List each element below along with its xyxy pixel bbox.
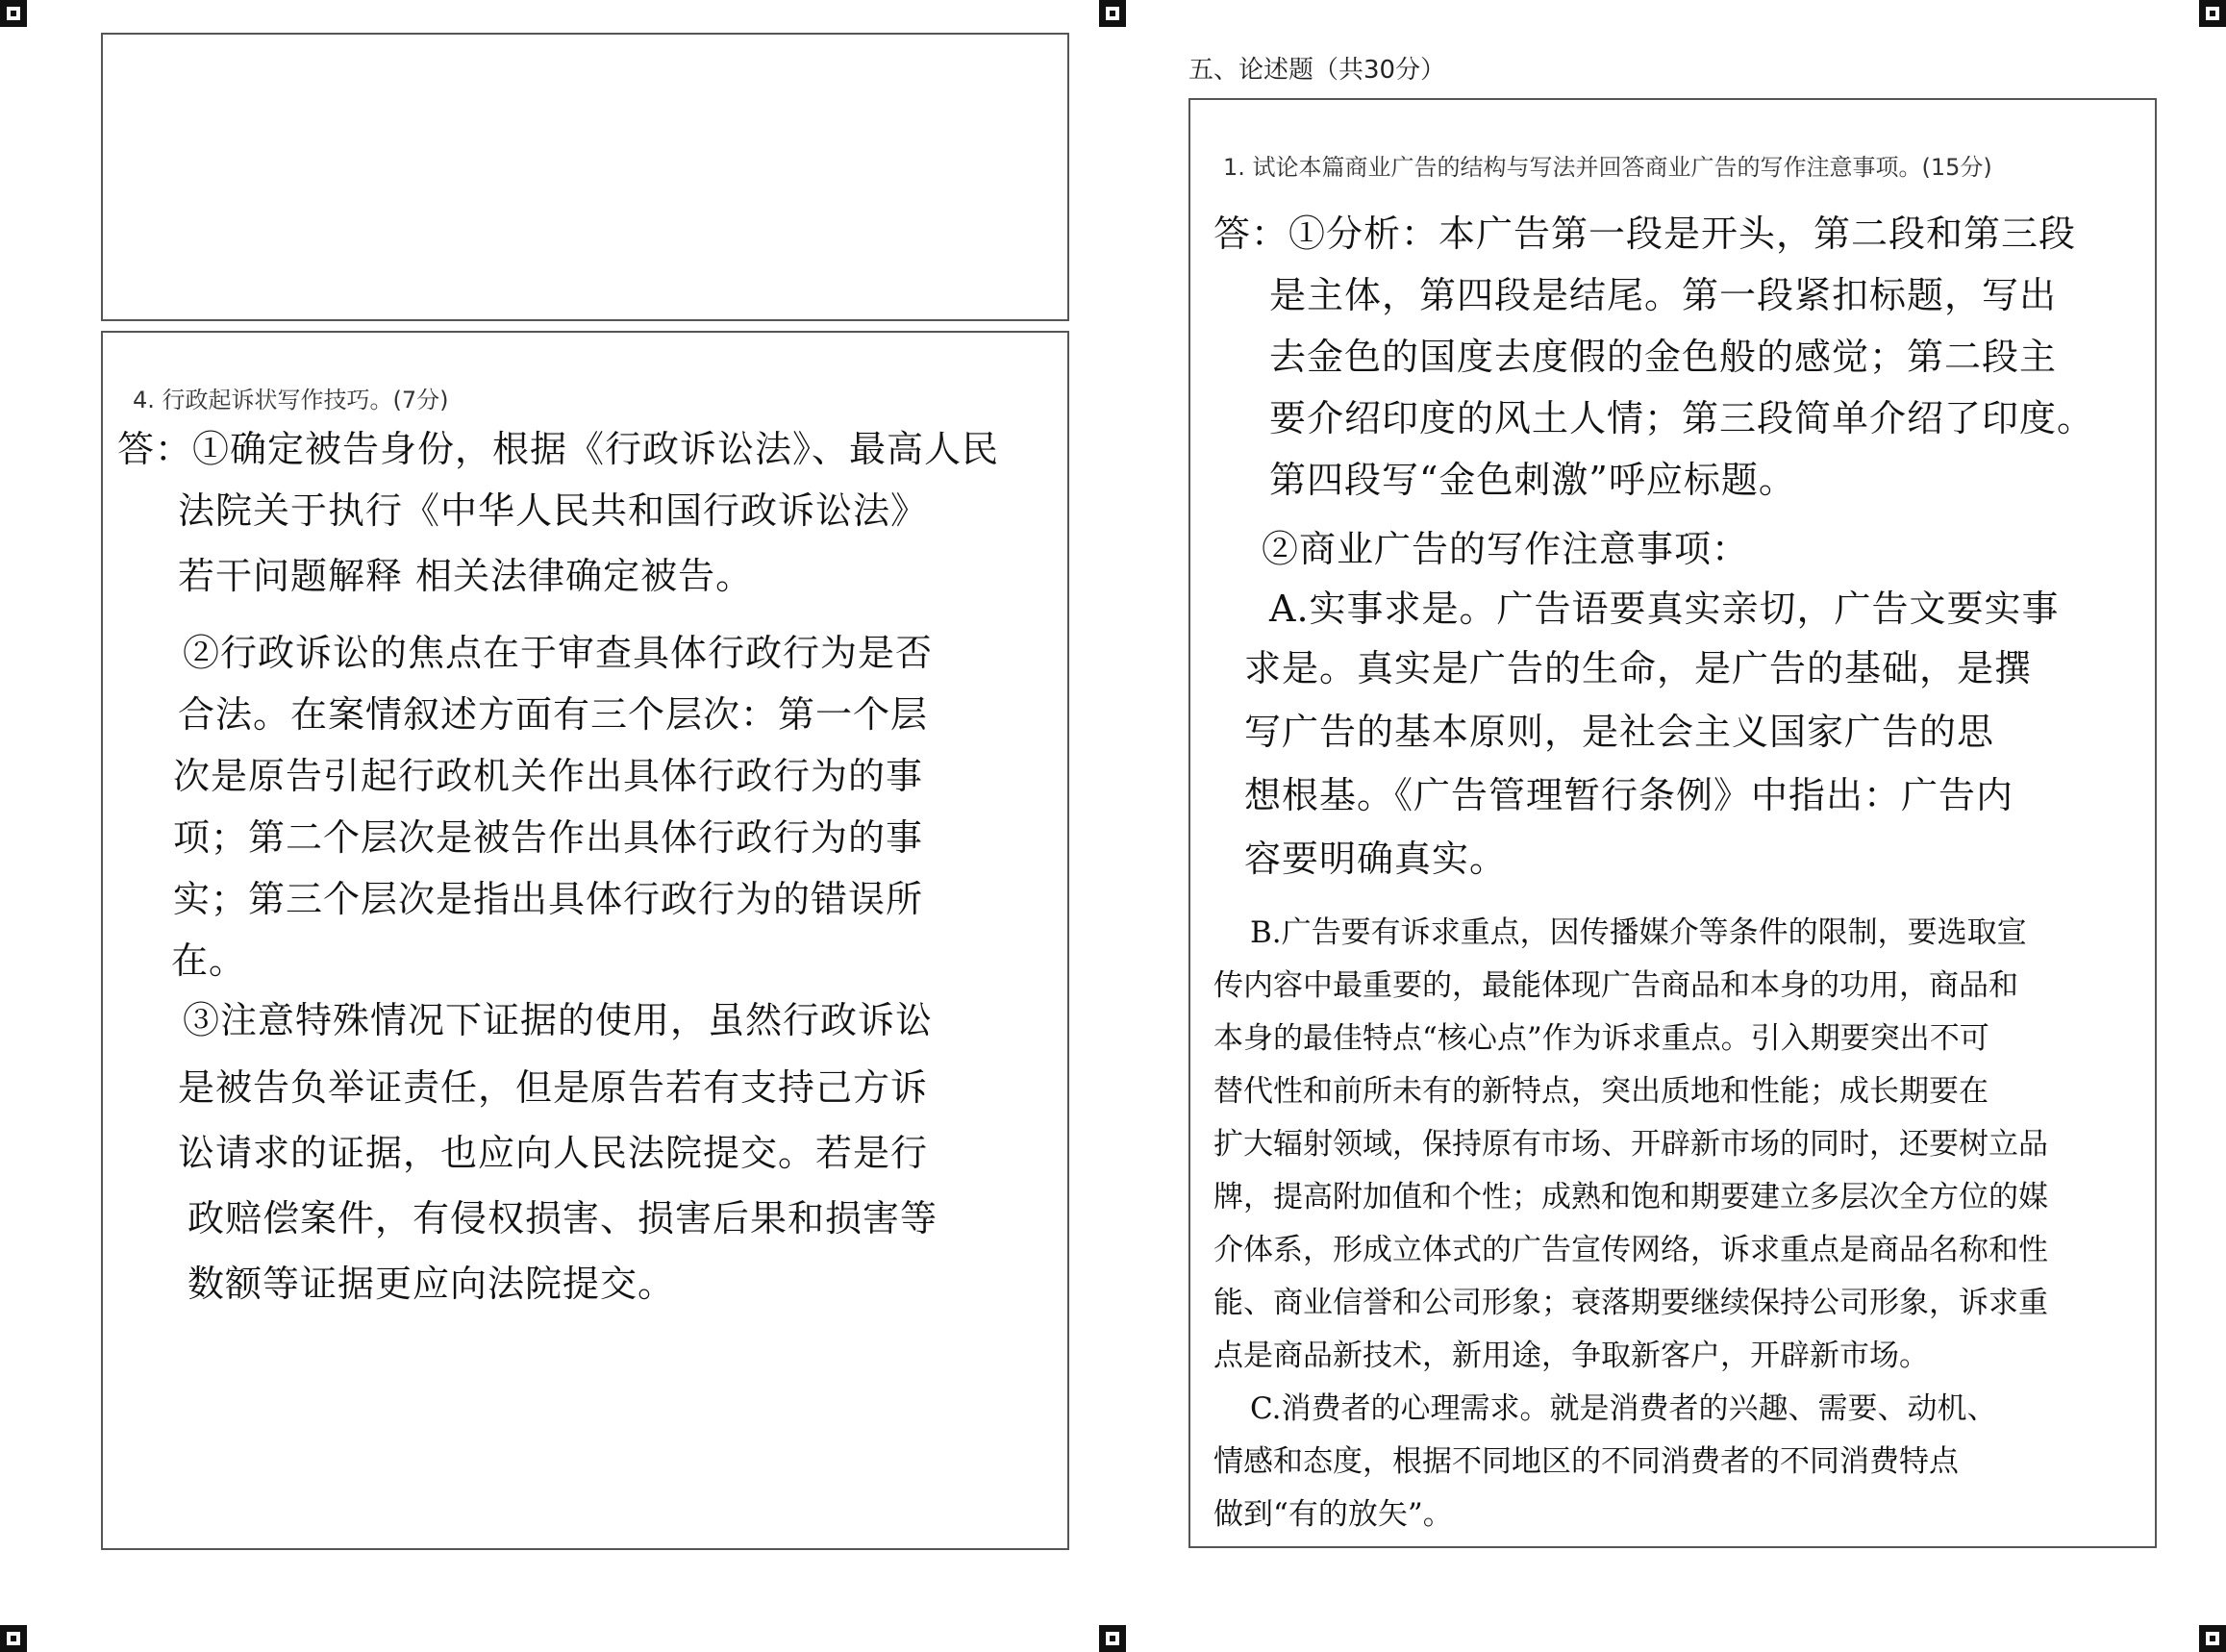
question-4-answer-line-12: 讼请求的证据，也应向人民法院提交。若是行 xyxy=(178,1132,929,1174)
essay-1-answer-line-8: 求是。真实是广告的生命，是广告的基础，是撰 xyxy=(1244,647,2033,689)
question-4-answer-line-9: 在。 xyxy=(171,939,247,982)
essay-1-answer-detail-line-12: 做到“有的放矢”。 xyxy=(1213,1497,1453,1532)
essay-1-answer-detail-line-5: 扩大辐射领域，保持原有市场、开辟新市场的同时，还要树立品 xyxy=(1213,1127,2048,1162)
question-4-answer-line-1: 答：①确定被告身份，根据《行政诉讼法》、最高人民 xyxy=(117,428,1000,470)
question-4-answer-line-4: ②行政诉讼的焦点在于审查具体行政行为是否 xyxy=(183,632,934,674)
essay-1-answer-line-6: ②商业广告的写作注意事项： xyxy=(1262,528,1750,570)
section-title: 五、论述题（共30分） xyxy=(1188,56,1446,85)
question-4-answer-line-3: 若干问题解释 相关法律确定被告。 xyxy=(178,555,754,597)
question-4-answer-line-10: ③注意特殊情况下证据的使用，虽然行政诉讼 xyxy=(183,999,934,1041)
empty-answer-box-top xyxy=(101,33,1069,321)
question-4-answer-line-13: 政赔偿案件，有侵权损害、损害后果和损害等 xyxy=(188,1197,938,1239)
essay-1-question-label: 1. 试论本篇商业广告的结构与写法并回答商业广告的写作注意事项。(15分) xyxy=(1223,154,1992,181)
question-4-answer-line-5: 合法。在案情叙述方面有三个层次：第一个层 xyxy=(178,693,929,736)
registration-marker-top-right xyxy=(2199,0,2226,27)
question-4-answer-line-6: 次是原告引起行政机关作出具体行政行为的事 xyxy=(173,755,924,797)
registration-marker-bottom-right xyxy=(2199,1625,2226,1652)
essay-1-answer-detail-line-2: 传内容中最重要的，最能体现广告商品和本身的功用，商品和 xyxy=(1213,968,2018,1003)
question-4-answer-line-2: 法院关于执行《中华人民共和国行政诉讼法》 xyxy=(178,489,929,532)
essay-1-answer-detail-line-8: 能、商业信誉和公司形象；衰落期要继续保持公司形象，诉求重 xyxy=(1213,1286,2048,1320)
essay-1-answer-line-3: 去金色的国度去度假的金色般的感觉；第二段主 xyxy=(1269,336,2058,378)
essay-1-answer-line-11: 容要明确真实。 xyxy=(1244,838,1508,880)
essay-1-answer-detail-line-7: 介体系，形成立体式的广告宣传网络，诉求重点是商品名称和性 xyxy=(1213,1233,2048,1267)
question-4-answer-line-11: 是被告负举证责任，但是原告若有支持己方诉 xyxy=(178,1066,929,1109)
essay-1-answer-detail-line-6: 牌，提高附加值和个性；成熟和饱和期要建立多层次全方位的媒 xyxy=(1213,1180,2048,1214)
essay-1-answer-line-10: 想根基。《广告管理暂行条例》中指出：广告内 xyxy=(1244,774,2014,816)
essay-1-answer-detail-line-4: 替代性和前所未有的新特点，突出质地和性能；成长期要在 xyxy=(1213,1074,1988,1109)
essay-1-answer-line-9: 写广告的基本原则，是社会主义国家广告的思 xyxy=(1244,711,1995,753)
essay-1-answer-detail-line-11: 情感和态度，根据不同地区的不同消费者的不同消费特点 xyxy=(1213,1444,1959,1479)
essay-1-answer-detail-line-1: B.广告要有诉求重点，因传播媒介等条件的限制，要选取宣 xyxy=(1250,915,2027,950)
essay-1-answer-detail-line-3: 本身的最佳特点“核心点”作为诉求重点。引入期要突出不可 xyxy=(1213,1021,1989,1056)
registration-marker-bottom-left xyxy=(0,1625,27,1652)
essay-1-answer-line-1: 答：①分析：本广告第一段是开头，第二段和第三段 xyxy=(1213,213,2077,255)
registration-marker-top-left xyxy=(0,0,27,27)
essay-1-answer-detail-line-10: C.消费者的心理需求。就是消费者的兴趣、需要、动机、 xyxy=(1250,1391,1997,1426)
essay-1-answer-line-5: 第四段写“金色刺激”呼应标题。 xyxy=(1269,459,1796,501)
registration-marker-bottom-center xyxy=(1099,1625,1126,1652)
registration-marker-top-center xyxy=(1099,0,1126,27)
essay-1-answer-line-4: 要介绍印度的风土人情；第三段简单介绍了印度。 xyxy=(1269,397,2095,439)
question-4-answer-line-7: 项；第二个层次是被告作出具体行政行为的事 xyxy=(173,816,924,859)
essay-1-answer-line-2: 是主体，第四段是结尾。第一段紧扣标题，写出 xyxy=(1269,274,2058,316)
question-4-label: 4. 行政起诉状写作技巧。(7分) xyxy=(133,387,449,413)
essay-1-answer-line-7: A.实事求是。广告语要真实亲切，广告文要实事 xyxy=(1269,588,2060,630)
question-4-answer-line-8: 实；第三个层次是指出具体行政行为的错误所 xyxy=(173,878,924,920)
question-4-answer-line-14: 数额等证据更应向法院提交。 xyxy=(188,1263,676,1305)
essay-1-answer-detail-line-9: 点是商品新技术，新用途，争取新客户，开辟新市场。 xyxy=(1213,1339,1929,1373)
